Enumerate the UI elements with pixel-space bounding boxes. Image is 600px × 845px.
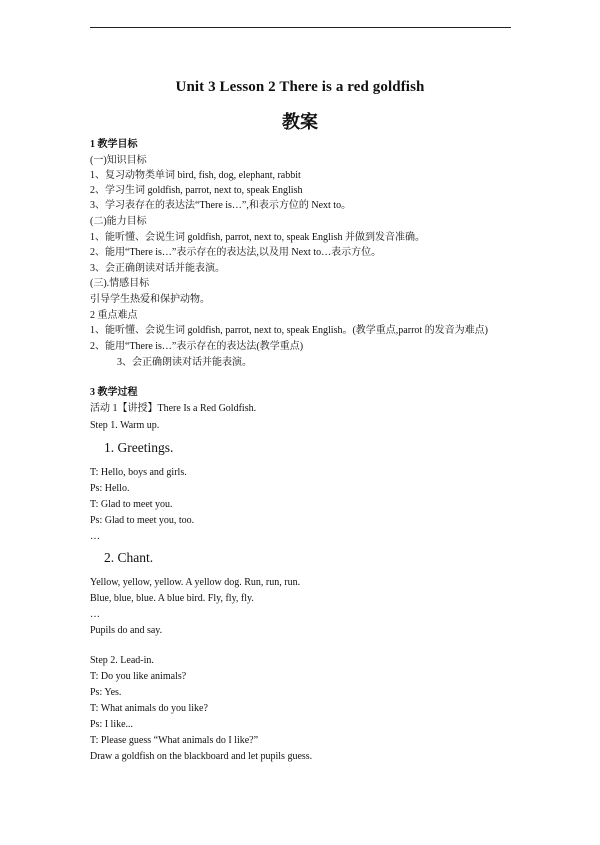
dialogue-line: Ps: Yes. — [90, 687, 122, 698]
section-heading: 3 教学过程 — [90, 387, 138, 398]
greetings-heading: 1. Greetings. — [104, 440, 174, 455]
subsection-heading: (三).情感目标 — [90, 278, 150, 289]
list-item: 3、会正确朗读对话并能表演。 — [90, 263, 225, 274]
list-item: 2、能用“There is…”表示存在的表达法(教学重点) — [90, 341, 304, 352]
section-heading: 2 重点难点 — [90, 310, 138, 321]
dialogue-line: T: Do you like animals? — [90, 671, 187, 682]
dialogue-line: Ps: I like... — [90, 719, 134, 730]
dialogue-line: Ps: Hello. — [90, 483, 130, 494]
dialogue-line: T: Glad to meet you. — [90, 499, 173, 510]
subsection-heading: (一)知识目标 — [90, 155, 147, 166]
list-item: 2、能用“There is…”表示存在的表达法,以及用 Next to…表示方位。 — [90, 247, 382, 258]
dialogue-line: T: What animals do you like? — [90, 703, 208, 714]
document-subtitle: 教案 — [282, 112, 318, 133]
ellipsis: … — [90, 609, 100, 620]
ellipsis: … — [90, 531, 100, 542]
step-label: Step 1. Warm up. — [90, 420, 160, 431]
header-rule — [90, 27, 511, 28]
dialogue-line: T: Hello, boys and girls. — [90, 467, 187, 478]
list-item: 1、复习动物类单词 bird, fish, dog, elephant, rabbit — [90, 170, 301, 181]
list-item: 3、会正确朗读对话并能表演。 — [117, 357, 252, 368]
paragraph: Pupils do and say. — [90, 625, 163, 636]
paragraph: Draw a goldfish on the blackboard and let pupils guess. — [90, 751, 313, 762]
section-heading: 1 教学目标 — [90, 139, 138, 150]
document-title: Unit 3 Lesson 2 There is a red goldfish — [175, 79, 425, 95]
list-item: 2、学习生词 goldfish, parrot, next to, speak English — [90, 185, 303, 196]
chant-line: Yellow, yellow, yellow. A yellow dog. Run, run, run. — [90, 577, 301, 588]
paragraph: 引导学生热爱和保护动物。 — [90, 294, 210, 305]
list-item: 1、能听懂、会说生词 goldfish, parrot, next to, speak English 并做到发音准确。 — [90, 232, 425, 243]
step-label: Step 2. Lead-in. — [90, 655, 154, 666]
subsection-heading: (二)能力目标 — [90, 216, 147, 227]
list-item: 3、学习表存在的表达法“There is…”,和表示方位的 Next to。 — [90, 200, 352, 211]
list-item: 1、能听懂、会说生词 goldfish, parrot, next to, speak English。(教学重点,parrot 的发音为难点) — [90, 325, 489, 336]
chant-heading: 2. Chant. — [104, 550, 154, 565]
activity-label: 活动 1【讲授】There Is a Red Goldfish. — [90, 403, 257, 414]
dialogue-line: T: Please guess “What animals do I like?” — [90, 735, 259, 746]
chant-line: Blue, blue, blue. A blue bird. Fly, fly, fly. — [90, 593, 254, 604]
dialogue-line: Ps: Glad to meet you, too. — [90, 515, 195, 526]
